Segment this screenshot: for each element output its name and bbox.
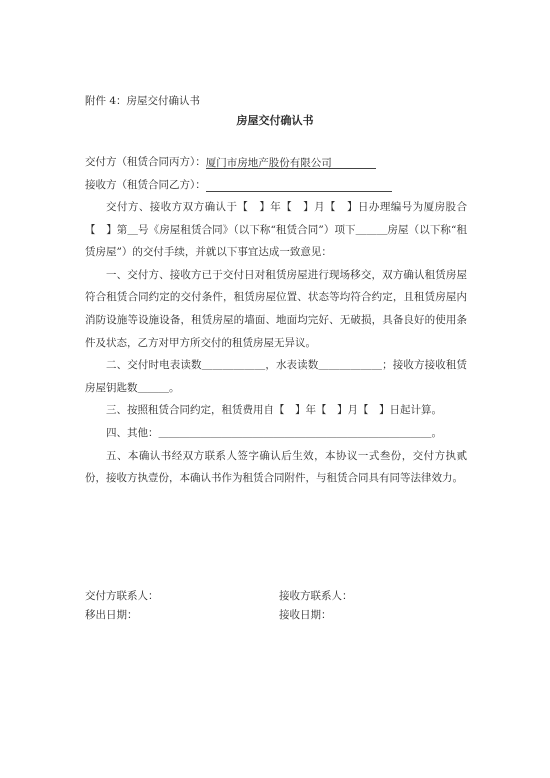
receiver-field	[206, 178, 392, 192]
deliver-date-label: 移出日期：	[85, 609, 138, 621]
receiver-label: 接收方（租赁合同乙方）：	[85, 179, 206, 191]
paragraph-clause-3: 三、按照租赁合同约定，租赁费用自【 】年【 】月【 】日起计算。	[106, 404, 442, 417]
paragraph-clause-4: 四、其他：＿＿＿＿＿＿＿＿＿＿＿＿＿＿＿＿＿＿＿＿＿＿＿＿＿＿。	[106, 426, 442, 439]
document-body	[85, 196, 467, 490]
paragraph-clause-5: 五、本确认书经双方联系人签字确认后生效，本协议一式叁份，交付方执贰份，接收方执壹份，本确认书作为租赁合同附件，与租赁合同具有同等法律效力。	[85, 449, 467, 485]
paragraph-clause-1: 一、交付方、接收方已于交付日对租赁房屋进行现场移交，双方确认租赁房屋符合租赁合同约定的交付条件，租赁房屋位置、状态等均符合约定，且租赁房屋内消防设施等设施设备，租赁房屋的墙面、地面均完好、无破损，具备良好的使用条件及状态，乙方对甲方所交付的租赁房屋无异议。	[85, 268, 467, 349]
deliverer-line	[85, 154, 376, 169]
receiver-contact-label: 接收方联系人：	[279, 590, 353, 602]
paragraph-clause-2: 二、交付时电表读数＿＿＿＿＿＿，水表读数＿＿＿＿＿＿；接收方接收租赁房屋钥匙数＿＿＿。	[85, 359, 467, 394]
receiver-line	[85, 177, 392, 192]
deliverer-label: 交付方（租赁合同丙方）：	[85, 156, 206, 168]
deliverer-field	[206, 155, 376, 169]
attachment-label: 附件 4：房屋交付确认书	[85, 95, 201, 107]
deliverer-contact-label: 交付方联系人：	[85, 590, 159, 602]
deliverer-value: 厦门市房地产股份有限公司	[205, 157, 332, 169]
document-title: 房屋交付确认书	[236, 114, 314, 127]
paragraph-intro: 交付方、接收方双方确认于【 】年【 】月【 】日办理编号为厦房股合【 】第＿号《房屋租赁合同》（以下称“租赁合同”）项下＿＿＿房屋（以下称“租赁房屋”）的交付手续，并就以下事宜达成一致意见：	[85, 201, 467, 259]
receive-date-label: 接收日期：	[279, 609, 332, 621]
